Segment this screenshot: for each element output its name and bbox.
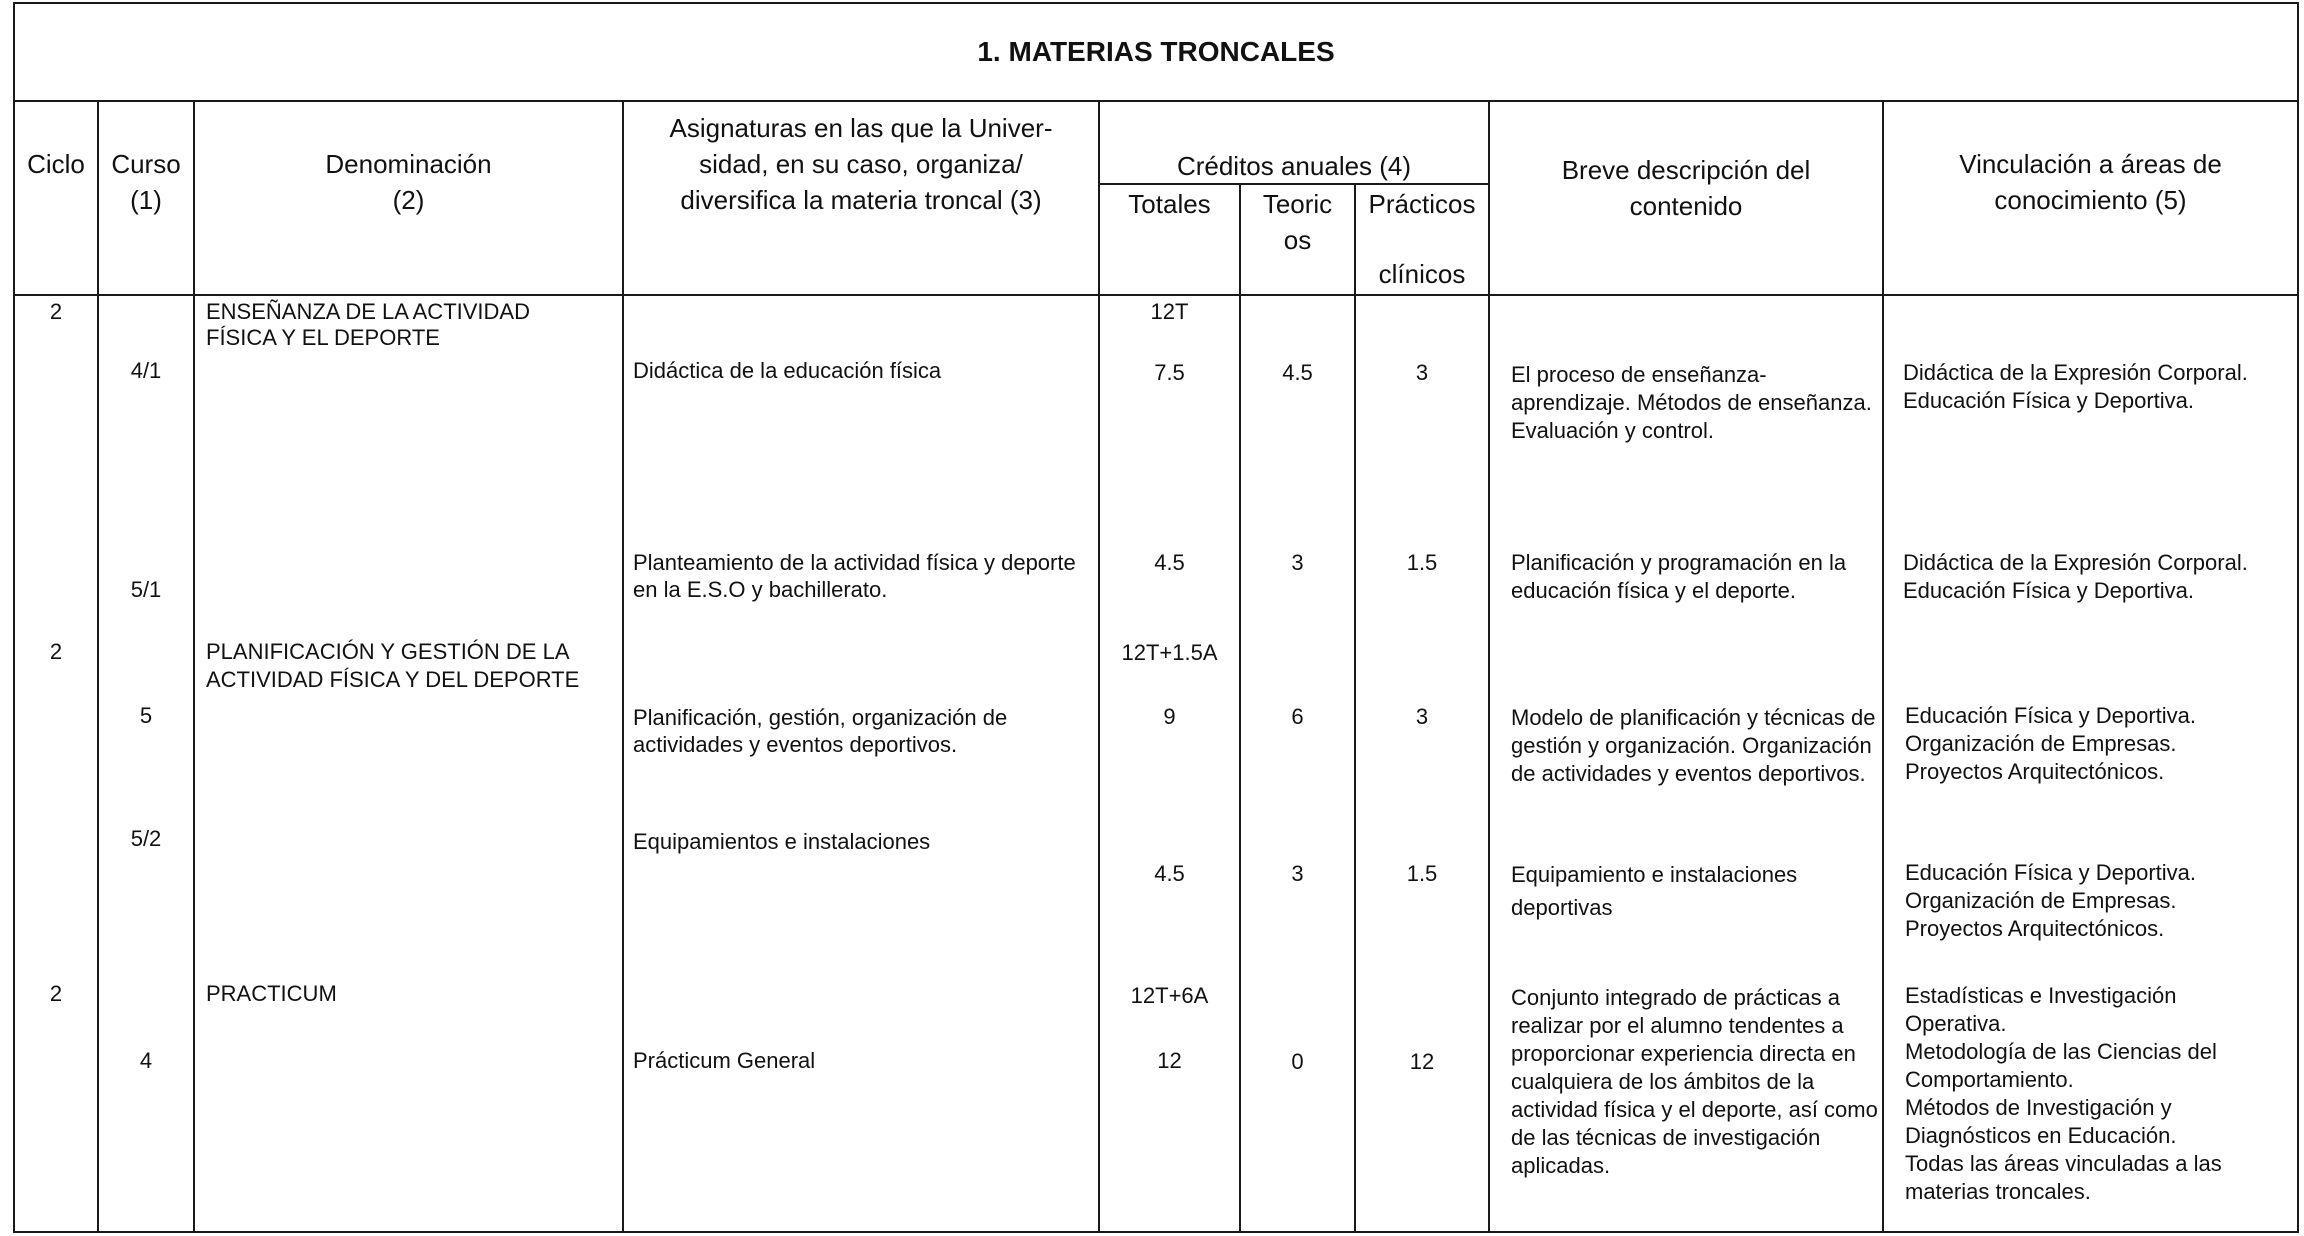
- group-1-denominacion-line-1: ENSEÑANZA DE LA ACTIVIDAD: [206, 299, 530, 324]
- header-asignaturas-line-1: Asignaturas en las que la Univer-: [669, 113, 1053, 143]
- col-divider-curso: [193, 101, 195, 1232]
- header-creditos: Créditos anuales (4): [1176, 151, 1412, 181]
- header-teoricos-line-2: os: [1283, 225, 1312, 255]
- subject-vinculacion-line: Operativa.: [1905, 1011, 2007, 1036]
- subject-descripcion-line: deportivas: [1511, 895, 1613, 920]
- header-totales: Totales: [1128, 189, 1211, 219]
- subject-descripcion-line: aprendizaje. Métodos de enseñanza.: [1511, 390, 1872, 415]
- col-divider-denominacion: [622, 101, 624, 1232]
- header-descripcion-line-1: Breve descripción del: [1561, 155, 1811, 185]
- header-practicos-line-2: clínicos: [1378, 259, 1466, 289]
- subject-vinculacion-line: Estadísticas e Investigación: [1905, 983, 2177, 1008]
- subject-vinculacion-line: Comportamiento.: [1905, 1067, 2074, 1092]
- table-border-right: [2297, 2, 2299, 1233]
- subject-vinculacion-line: Todas las áreas vinculadas a las: [1905, 1151, 2222, 1176]
- subject-practicos: 3: [1415, 704, 1429, 729]
- subject-asignatura: Planificación, gestión, organización de: [633, 705, 1008, 730]
- subject-asignatura: Prácticum General: [633, 1048, 816, 1073]
- col-divider-creditos: [1488, 101, 1490, 1232]
- subject-descripcion-line: Modelo de planificación y técnicas de: [1511, 705, 1876, 730]
- subject-vinculacion-line: Educación Física y Deportiva.: [1903, 388, 2195, 413]
- table-border-top: [13, 2, 2299, 4]
- subject-descripcion-line: cualquiera de los ámbitos de la: [1511, 1069, 1815, 1094]
- group-3-total: 12T+6A: [1130, 983, 1209, 1008]
- group-1-denominacion-line-2: FÍSICA Y EL DEPORTE: [206, 325, 440, 350]
- subject-descripcion-line: Planificación y programación en la: [1511, 550, 1847, 575]
- subject-descripcion-line: Conjunto integrado de prácticas a: [1511, 985, 1840, 1010]
- subject-curso: 5/1: [130, 577, 162, 602]
- subject-asignatura: actividades y eventos deportivos.: [633, 732, 958, 757]
- subject-vinculacion-line: Educación Física y Deportiva.: [1905, 703, 2197, 728]
- subject-descripcion-line: proporcionar experiencia directa en: [1511, 1041, 1856, 1066]
- header-asignaturas-line-3: diversifica la materia troncal (3): [680, 185, 1042, 215]
- subject-descripcion-line: Evaluación y control.: [1511, 418, 1714, 443]
- title-divider: [13, 100, 2299, 102]
- subject-descripcion-line: educación física y el deporte.: [1511, 578, 1796, 603]
- subject-teoricos: 3: [1291, 550, 1304, 575]
- header-curso-note: (1): [130, 185, 162, 215]
- subject-vinculacion-line: Organización de Empresas.: [1905, 888, 2177, 913]
- creditos-divider: [1098, 183, 1488, 185]
- subject-vinculacion-line: Didáctica de la Expresión Corporal.: [1903, 550, 2248, 575]
- materias-troncales-table: [13, 2, 2299, 1234]
- subject-teoricos: 0: [1291, 1049, 1304, 1074]
- subject-totales: 4.5: [1154, 861, 1185, 886]
- subject-practicos: 1.5: [1406, 550, 1438, 575]
- header-divider: [13, 294, 2299, 296]
- col-divider-descripcion: [1882, 101, 1884, 1232]
- group-2-ciclo: 2: [49, 639, 63, 664]
- subject-curso: 4: [139, 1048, 153, 1073]
- subject-descripcion-line: de las técnicas de investigación: [1511, 1125, 1821, 1150]
- subject-totales: 9: [1163, 704, 1176, 729]
- subject-vinculacion-line: Proyectos Arquitectónicos.: [1905, 916, 2165, 941]
- table-border-left: [13, 2, 15, 1233]
- group-1-total: 12T: [1150, 299, 1189, 324]
- header-teoricos-line-1: Teoric: [1262, 189, 1333, 219]
- subject-teoricos: 3: [1291, 861, 1304, 886]
- subject-descripcion-line: aplicadas.: [1511, 1153, 1611, 1178]
- subject-totales: 4.5: [1154, 550, 1185, 575]
- subject-practicos: 12: [1409, 1049, 1435, 1074]
- subject-asignatura: Planteamiento de la actividad física y deporte: [633, 550, 1076, 575]
- subject-vinculacion-line: Diagnósticos en Educación.: [1905, 1123, 2177, 1148]
- header-denominacion-note: (2): [392, 185, 425, 215]
- subject-totales: 12: [1157, 1048, 1182, 1073]
- header-practicos-line-1: Prácticos: [1368, 189, 1476, 219]
- subject-vinculacion-line: Educación Física y Deportiva.: [1903, 578, 2195, 603]
- subject-asignatura: Didáctica de la educación física: [633, 358, 942, 383]
- subject-teoricos: 4.5: [1282, 360, 1313, 385]
- subject-practicos: 1.5: [1406, 861, 1438, 886]
- subject-descripcion-line: de actividades y eventos deportivos.: [1511, 761, 1866, 786]
- table-border-bottom: [13, 1231, 2299, 1233]
- group-2-denominacion-line-2: ACTIVIDAD FÍSICA Y DEL DEPORTE: [206, 667, 580, 692]
- subject-descripcion-line: El proceso de enseñanza-: [1511, 362, 1767, 387]
- subject-vinculacion-line: Metodología de las Ciencias del: [1905, 1039, 2217, 1064]
- header-curso: Curso: [111, 149, 181, 179]
- header-ciclo: Ciclo: [27, 149, 85, 179]
- group-2-denominacion-line-1: PLANIFICACIÓN Y GESTIÓN DE LA: [206, 639, 570, 664]
- subject-vinculacion-line: materias troncales.: [1905, 1179, 2091, 1204]
- subject-teoricos: 6: [1291, 704, 1304, 729]
- subject-vinculacion-line: Proyectos Arquitectónicos.: [1905, 759, 2165, 784]
- group-3-ciclo: 2: [49, 981, 63, 1006]
- subject-curso: 4/1: [130, 358, 162, 383]
- group-1-ciclo: 2: [49, 299, 63, 324]
- subject-totales: 7.5: [1154, 360, 1185, 385]
- subject-vinculacion-line: Didáctica de la Expresión Corporal.: [1903, 360, 2248, 385]
- header-denominacion: Denominación: [325, 149, 492, 179]
- subject-vinculacion-line: Organización de Empresas.: [1905, 731, 2177, 756]
- subject-descripcion-line: gestión y organización. Organización: [1511, 733, 1872, 758]
- subject-descripcion-line: actividad física y el deporte, así como: [1511, 1097, 1878, 1122]
- subject-vinculacion-line: Métodos de Investigación y: [1905, 1095, 2172, 1120]
- subject-curso: 5: [139, 703, 153, 728]
- group-2-total: 12T+1.5A: [1121, 640, 1218, 665]
- header-vinculacion-line-2: conocimiento (5): [1994, 185, 2187, 215]
- header-asignaturas-line-2: sidad, en su caso, organiza/: [699, 149, 1023, 179]
- subject-curso: 5/2: [130, 826, 162, 851]
- subject-asignatura: Equipamientos e instalaciones: [633, 829, 931, 854]
- header-descripcion-line-2: contenido: [1629, 191, 1743, 221]
- subject-practicos: 3: [1415, 360, 1429, 385]
- table-title: 1. MATERIAS TRONCALES: [977, 36, 1335, 67]
- subject-descripcion-line: realizar por el alumno tendentes a: [1511, 1013, 1844, 1038]
- subject-asignatura: en la E.S.O y bachillerato.: [633, 577, 888, 602]
- group-3-denominacion-line-1: PRACTICUM: [206, 981, 337, 1006]
- subject-descripcion-line: Equipamiento e instalaciones: [1511, 862, 1798, 887]
- header-vinculacion-line-1: Vinculación a áreas de: [1959, 149, 2222, 179]
- subject-vinculacion-line: Educación Física y Deportiva.: [1905, 860, 2197, 885]
